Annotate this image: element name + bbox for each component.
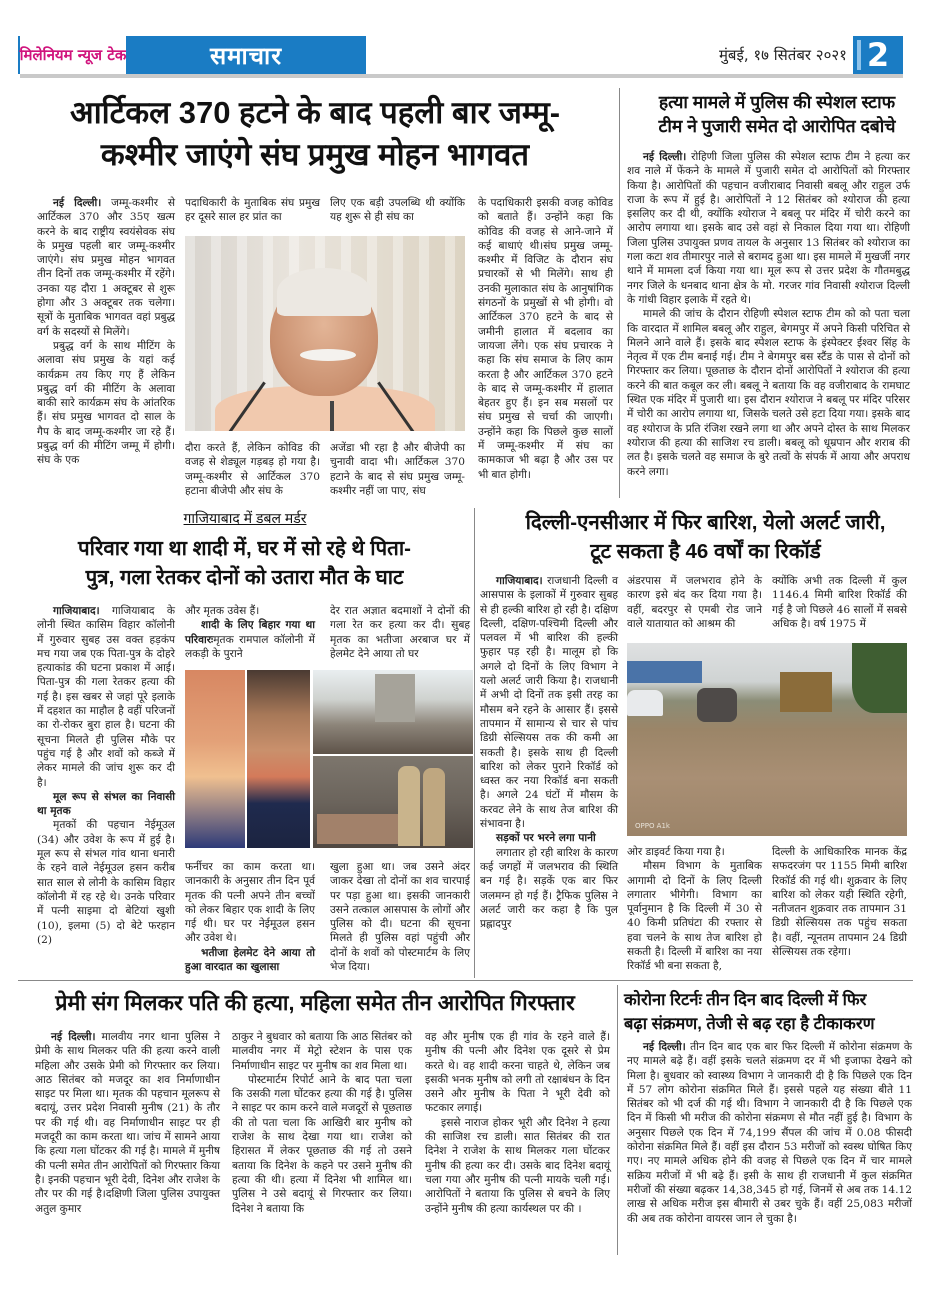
rain-col3-top [772,574,907,631]
corona-headline-line2: बढ़ा संक्रमण, तेजी से बढ़ रहा है टीकाकरण [624,1015,875,1033]
rain-col2-bottom [627,845,762,974]
lead-col1-p2: प्रबुद्ध वर्ग के साथ मीटिंग के अलावा संघ प्रमुख के यहां कई कार्यक्रम तय किए गए हैं लेकिन प्रबुद्ध वर्ग की मीटिंग के अलावा बाकी सारे कार्यक्रम संघ के आंतरिक हैं। संघ प्रमुख भागवत दो साल के गैप के बाद जम्मू-कश्मीर जा रहे हैं। प्रबुद्ध वर्ग की मीटिंग जम्मू में होगी। संघ के एक [37,339,175,467]
lead-headline-line2: कश्मीर जाएंगे संघ प्रमुख मोहन भागवत [100,137,530,172]
column-divider [474,508,475,978]
page-number [853,36,903,74]
ghaziabad-col2-bottom [185,860,315,974]
section-divider [18,980,913,981]
lead-col3-bottom [330,441,465,498]
lover-col2-p2: पोस्टमार्टम रिपोर्ट आने के बाद पता चला कि उसकी गला घोंटकर हत्या की गई है। पुलिस ने साइट पर काम करने वाले मजदूरों से पूछताछ की तो पता चला कि आखिरी बार मुनीष को राजेश के साथ देखा गया था। राजेश को हिरासत में लेकर पूछताछ की गई तो उसने बताया कि दिनेश के कहने पर उसने मुनीष की हत्या की थी। हत्या में दिनेश भी शामिल था। पुलिस ने उसे बदायूं से गिरफ्तार कर लिया। दिनेश ने बताया कि [232,1073,412,1215]
ghaziabad-headline-line2: पुत्र, गला रेतकर दोनों को उतारा मौत के घाट [85,566,404,589]
bhagwat-photo [185,236,465,431]
victim-man-photo [247,670,310,848]
rain-col3-top-text: क्योंकि अभी तक दिल्ली में कुल 1146.4 मिमी बारिश रिकॉर्ड की गई है जो पिछले 46 सालों में सबसे अधिक है। वर्ष 1975 में [772,575,907,630]
lover-col3-p1: वह और मुनीष एक ही गांव के रहने वाले हैं। मुनीष की पत्नी और दिनेश एक दूसरे से प्रेम करते थे। वह शादी करना चाहते थे, लेकिन जब इसकी भनक मुनीष को लगी तो रक्षाबंधन के दिन उसने और मुनीष के पिता ने भूरी देवी को फटकार लगाई। [425,1031,610,1115]
photo-car [627,690,663,716]
ghaziabad-col1-p1: गाजियाबाद के लोनी स्थित कासिम विहार कॉलोनी में गुरुवार सुबह उस वक्त हड़कंप मच गया जब एक पिता-पुत्र के दोहरे हत्याकांड की घटना प्रकाश में आई। पिता-पुत्र की गला रेतकर हत्या की गई है। इस खबर से जहां पूरे इलाके में दहशत का माहौल है वहीं परिजनों का रो-रोकर बुरा हाल है। घटना की सूचना मिलते ही पुलिस मौके पर पहुंच गई है और शवों को कब्जे में लेकर मामले की जांच शुरू कर दी है। [37,605,175,789]
corona-body-text: तीन दिन बाद एक बार फिर दिल्ली में कोरोना संक्रमण के नए मामले बढ़े हैं। वहीं इसके चलते संक्रमण दर में भी इजाफा देखने को मिला है। बुधवार को स्वास्थ्य विभाग ने जानकारी दी है कि पिछले एक दिन में 57 लोग कोरोना संक्रमित मिले हैं। इससे पहले यह संख्या बीते 11 सितंबर को भी दर्ज की गई थी। विभाग ने जानकारी दी है कि पिछले एक दिन में किसी भी मरीज की कोरोना संक्रमण से मौत नहीं हुई है। विभाग के अनुसार पिछले एक दिन में 74,199 सैंपल की जांच में 0.08 फीसदी कोरोना संक्रमित मिले हैं। वहीं इस दौरान 53 मरीजों को स्वस्थ घोषित किए गए। नए मामले अधिक होने की वजह से पिछले एक दिन में चार मामले सक्रिय मरीजों में भी बढ़े हैं। इसी के साथ ही राजधानी में कुल संक्रमित मरीजों की संख्या बढ़कर 14,38,345 हो गई, जिनमें से अब तक 14.12 लाख से अधिक मरीज इस बीमारी से उबर चुके हैं। वहीं 25,083 मरीजों की अब तक कोरोना वायरस जान ले चुका है। [627,1041,912,1225]
priest-headline-line1: हत्या मामले में पुलिस की स्पेशल स्टाफ [658,92,896,112]
corona-body [627,1040,912,1226]
ghaziabad-col2-top [185,604,315,661]
ghaziabad-col1 [37,604,175,947]
corona-headline [624,988,924,1036]
section-title: समाचार [126,36,366,74]
ghaziabad-dateline: गाजियाबाद। [53,605,100,617]
lead-col1-p1: जम्मू-कश्मीर से आर्टिकल 370 और 35ए खत्म करने के बाद राष्ट्रीय स्वयंसेवक संघ के प्रमुख पहली बार जम्मू-कश्मीर जाएंगे। संघ प्रमुख मोहन भागवत तीन दिनों तक जम्मू-कश्मीर में रहेंगे। उनका यह दौरा 1 अक्टूबर से शुरू होगा और 3 अक्टूबर तक चलेगा। सूत्रों के मुताबिक भागवत वहां प्रबुद्ध वर्ग के सदस्यों से मिलेंगे। [37,197,176,338]
lead-col2-top [185,196,320,225]
ghaziabad-col2-top2-text: मृतक रामपाल कॉलोनी में लकड़ी के पुराने [185,633,315,660]
photo-cot [317,814,407,844]
rain-col3-bottom [772,845,907,959]
lead-col2-bottom [185,441,320,498]
ghaziabad-subhead-origin: मूल रूप से संभल का निवासी था मृतक [37,790,175,818]
page-number-value: 2 [866,36,890,74]
photo-building [375,674,415,722]
rain-col2-bottom-p2: मौसम विभाग के मुताबिक आगामी दो दिनों के लिए दिल्ली लगातार भीगेगी। विभाग का पूर्वानुमान है कि दिल्ली में 30 से 40 किमी प्रतिघंटा की रफ्तार से हवा चलने के साथ तेज बारिश हो सकती है। दिल्ली में बारिश का नया रिकॉर्ड भी बना सकता है, [627,860,762,973]
victim-boy-photo [185,670,245,848]
rain-col2-top-text: अंडरपास में जलभराव होने के कारण इसे बंद कर दिया गया है। वहीं, बदरपुर से एमबी रोड जाने वाले यातायात को आश्रम की [627,575,762,630]
priest-body [627,150,910,479]
lead-dateline: नई दिल्ली। [53,197,102,209]
rain-headline [478,508,933,566]
rain-dateline: गाजियाबाद। [496,575,543,587]
photo-figure-hair [277,268,371,316]
rain-headline-line1: दिल्ली-एनसीआर में फिर बारिश, येलो अलर्ट जारी, [525,511,886,534]
column-divider [619,88,620,498]
photo-police-officer [423,768,445,846]
lead-col4-text: के पदाधिकारी इसकी वजह कोविड को बताते हैं। उन्होंने कहा कि कोविड की वजह से आने-जाने में कई बाधाएं थी।संघ प्रमुख जम्मू-कश्मीर में विजिट के दौरान संघ प्रचारकों से भी मिलेंगे। साथ ही उनकी मुलाकात संघ के आनुषांगिक संगठनों के प्रमुखों से भी होगी। वो आर्टिकल 370 हटने के बाद से जमीनी हालात में बदलाव का जायजा लेंगे। एक संघ प्रचारक ने कहा कि संघ समाज के लिए काम करता है और आर्टिकल 370 हटने के बाद से जम्मू-कश्मीर में हालात बेहतर हुए हैं। इन सब मसलों पर संघ प्रमुख से चर्चा की जाएगी। उन्होंने कहा कि पिछले कुछ सालों में जम्मू-कश्मीर में संघ का कामकाज भी बढ़ा है और उस पर भी बात होगी। [478,197,613,481]
lover-col2-p1: ठाकुर ने बुधवार को बताया कि आठ सितंबर को मालवीय नगर में मेट्रो स्टेशन के पास एक निर्माणाधीन साइट पर मुनीष का शव मिला था। [232,1031,412,1072]
lead-col1 [37,196,175,468]
crime-scene-photo [313,756,473,848]
photo-watermark: OPPO A1k [635,822,670,830]
lead-col3-top-text: लिए एक बड़ी उपलब्धि थी क्योंकि यह शुरू से ही संघ का [330,197,465,224]
photo-building [627,661,702,683]
priest-headline [624,90,930,138]
lover-col1-text: मालवीय नगर थाना पुलिस ने प्रेमी के साथ मिलकर पति की हत्या करने वाली महिला और उसके प्रेमी को गिरफ्तार कर लिया। आठ सितंबर को मजदूर का शव निर्माणाधीन साइट पर मिला था। मृतक की पहचान मूलरूप से बदायूं, उत्तर प्रदेश निवासी मुनीष (21) के तौर पर की गई थी। वह निर्माणाधीन साइट पर ही मजदूरी का काम करता था। जांच में सामने आया कि हत्या गला घोंटकर की गई है। मामले में मुनीष की पत्नी समेत तीन आरोपितों को गिरफ्तार किया है। इनकी पहचान भूरी देवी, दिनेश और राजेश के तौर पर की गई है।दक्षिणी जिला पुलिस उपायुक्त अतुल कुमार [35,1031,220,1215]
flooded-road-photo [627,643,907,836]
corona-headline-line1: कोरोना रिटर्नः तीन दिन बाद दिल्ली में फिर [624,991,867,1009]
lover-dateline: नई दिल्ली। [51,1031,96,1043]
corona-dateline: नई दिल्ली। [643,1041,686,1053]
lead-col3-top [330,196,465,225]
ghaziabad-col3-top [330,604,470,661]
ghaziabad-col2-bottom-text: फर्नीचर का काम करता था। जानकारी के अनुसार तीन दिन पूर्व मृतक की पत्नी अपने तीन बच्चों को लेकर बिहार एक शादी के लिए गई थी। घर पर नेईमूउल हसन और उवेश थे। [185,861,315,945]
lead-col2-top-text: पदाधिकारी के मुताबिक संघ प्रमुख हर दूसरे साल हर प्रांत का [185,197,320,224]
lover-col1 [35,1030,220,1216]
ghaziabad-col1-p2: मृतकों की पहचान नेईमूउल (34) और उवेश के रूप में हुई है। मूल रूप से संभल गांव थाना धनारी के रहने वाले नेईमूउल हसन करीब सात साल से लोनी के कासिम विहार कॉलोनी में रह रहे थे। उनके परिवार में पत्नी साइमा दो बेटियां खुशी (10), इलमा (5) दो बेटे फरहान (2) [37,819,175,946]
rain-subhead: सड़कों पर भरने लगा पानी [496,832,596,845]
lover-headline: प्रेमी संग मिलकर पति की हत्या, महिला समेत तीन आरोपित गिरफ्तार [55,991,575,1015]
rain-col1-p2: लगातार हो रही बारिश के कारण कई जगहों में जलभराव की स्थिति बन गई है। सड़कें एक बार फिर जलमग्न हो गई हैं। ट्रैफिक पुलिस ने अलर्ट जारी कर कहा है कि पुल प्रह्लादपुर [480,846,618,931]
ghaziabad-col3-bottom [330,860,470,974]
lead-headline-line1: आर्टिकल 370 हटने के बाद पहली बार जम्मू- [69,95,561,130]
photo-tree [852,643,907,713]
rain-col1-p1: राजधानी दिल्ली व आसपास के इलाकों में गुरुवार सुबह से ही हल्की बारिश हो रही है। दक्षिण दिल्ली, दक्षिण-पश्चिमी दिल्ली और पलवल में भी बारिश की हल्की फुहार पड़ रही है। मालूम हो कि अगले दो दिनों के लिए विभाग ने यलो अलर्ट जारी किया है। राजधानी में अभी दो दिनों तक इसी तरह का मौसम बने रहने के आसार हैं। इससे तापमान में सामान्य से चार से पांच डिग्री सेल्सियस तक की कमी आ सकती है। इसके साथ ही दिल्ली बारिश को लेकर पुराने रिकॉर्ड को ध्वस्त कर नया रिकॉर्ड बना सकती है। अगले 24 घंटों में मौसम के करवट लेने के साथ तेज बारिश की संभावना है। [480,575,618,831]
ghaziabad-kicker: गाजियाबाद में डबल मर्डर [183,510,307,526]
photo-scooter [697,688,737,722]
photo-figure-moustache [300,349,356,361]
lead-col4 [478,196,613,482]
issue-dateline: मुंबई, १७ सितंबर २०२१ [366,36,853,74]
lover-col3-p2: इससे नाराज होकर भूरी और दिनेश ने हत्या की साजिश रच डाली। सात सितंबर की रात दिनेश ने राजेश के साथ मिलकर गला घोंटकर मुनीष की हत्या कर दी। उसके बाद दिनेश बदायूं चला गया और मुनीष की पत्नी मायके चली गई। आरोपितों ने बताया कि पुलिस से बचने के लिए उन्होंने मुनीष की हत्या कार्यस्थल पर की । [425,1116,610,1215]
page-number-accent-bar [857,40,861,70]
lead-headline [20,92,610,176]
priest-p1: रोहिणी जिला पुलिस की स्पेशल स्टाफ टीम ने हत्या कर शव नाले में फेंकने के मामले में पुजारी समेत दो आरोपितों को गिरफ्तार किया है। आरोपितों की पहचान वजीराबाद निवासी बबलू और राहुल उर्फ राजा के रूप में हुई है। आरोपितों ने 12 सितंबर को श्योराज की हत्या इसलिए कर दी थी, क्योंकि श्योराज ने बबलू पर मंदिर में चोरी करने का आरोप लगाया था। इसके बाद उसे वहां से निकाल दिया गया था। रोहिणी जिला पुलिस उपायुक्त प्रणव तायल के अनुसार 13 सितंबर को श्योराज का गला कटा शव तीमारपुर नाले से बरामद हुआ था। इस मामले में मुखर्जी नगर थाने में मामला दर्ज किया गया था। मूल रूप से उत्तर प्रदेश के गौतमबुद्ध नगर जिले के धनबाद थाना क्षेत्र के मो. गरजर गांव निवासी श्योराज दिल्ली के गांधी विहार इलाके में रहते थे। [627,151,911,306]
ghaziabad-headline [22,534,467,592]
crowd-photo [313,670,473,754]
ghaziabad-col3-top-text: देर रात अज्ञात बदमाशों ने दोनों की गला रेत कर हत्या कर दी। सुबह मृतक का भतीजा अरबाज घर में हेलमेट देने आया तो घर [330,605,470,660]
masthead [18,36,903,74]
rain-headline-line2: टूट सकता है 46 वर्षों का रिकॉर्ड [590,540,821,563]
photo-truck [780,672,832,712]
priest-dateline: नई दिल्ली। [643,151,687,163]
ghaziabad-col2-top-text: और मृतक उवेस हैं। [185,605,260,617]
priest-headline-line2: टीम ने पुजारी समेत दो आरोपित दबोचे [658,116,896,136]
microphone-icon [330,401,334,431]
photo-police-officer [398,766,420,846]
rain-col1 [480,574,618,931]
rain-col3-bottom-text: दिल्ली के आधिकारिक मानक केंद्र सफदरजंग पर 1155 मिमी बारिश रिकॉर्ड की गई थी। शुक्रवार के लिए बारिश को लेकर यही स्थिति रहेगी, नतीजतन शुक्रवार तक तापमान 31 डिग्री सेल्सियस तक पहुंच सकता है। वहीं, न्यूनतम तापमान 24 डिग्री सेल्सियस तक रहेगा। [772,846,907,959]
column-divider [617,985,618,1255]
ghaziabad-subhead-bihar: शादी के लिए बिहार गया था परिवारः [185,619,315,646]
ghaziabad-col3-bottom-text: खुला हुआ था। जब उसने अंदर जाकर देखा तो दोनों का शव चारपाई पर पड़ा हुआ था। इसकी जानकारी उसने तत्काल आसपास के लोगों और पुलिस को दी। घटना की सूचना मिलते ही पुलिस वहां पहुंची और दोनों के शवों को पोस्टमार्टम के लिए भेज दिया। [330,861,470,974]
lover-col2 [232,1030,412,1216]
newspaper-brand: मिलेनियम न्यूज टेक [19,46,127,64]
priest-p2: मामले की जांच के दौरान रोहिणी स्पेशल स्टाफ टीम को को पता चला कि वारदात में शामिल बबलू और राहुल, बेगमपुर में अपने किसी परिचित से मिलने आने वाले हैं। इसके बाद स्पेशल स्टाफ के इंस्पेक्टर ईश्वर सिंह के नेतृत्व में एक टीम बनाई गई। टीम ने बेगमपुर बस स्टैंड के पास से दोनों को गिरफ्तार कर लिया। पूछताछ के दौरान दोनों आरोपितों ने श्योराज की हत्या करने की बात कबूल कर ली। बबलू ने बताया कि वह वजीराबाद के रामघाट स्थित एक मंदिर में पुजारी था। इस दौरान श्योराज ने बबलू पर मंदिर परिसर में चोरी का आरोप लगाया था, जिसके चलते उसे हटा दिया गया। इसके बाद वह श्योराज के प्रति रंजिश रखने लगा था और अपने दोस्त के साथ मिलकर श्योराज की हत्या की साजिश रच डाली। बबलू को धूम्रपान और शराब की लत है। इसके चलते वह समाज के बुरे तत्वों के संपर्क में आया और अपराध करने लगा। [627,308,910,478]
lead-col2-bottom-text: दौरा करते हैं, लेकिन कोविड की वजह से शेड्यूल गड़बड़ हो गया है। जम्मू-कश्मीर से आर्टिकल 370 हटाना बीजेपी और संघ के [185,442,320,497]
rain-col2-top [627,574,762,631]
ghaziabad-subhead-helmet: भतीजा हेलमेट देने आया तो हुआ वारदात का खुलासा [185,946,315,974]
rain-col2-bottom-p1: ओर डाइवर्ट किया गया है। [627,846,725,858]
lead-col3-bottom-text: अजेंडा भी रहा है और बीजेपी का चुनावी वादा भी। आर्टिकल 370 हटाने के बाद से संघ प्रमुख जम्मू-कश्मीर नहीं जा पाए, संघ [330,442,465,497]
lover-col3 [425,1030,610,1216]
ghaziabad-headline-line1: परिवार गया था शादी में, घर में सो रहे थे पिता- [77,537,411,560]
